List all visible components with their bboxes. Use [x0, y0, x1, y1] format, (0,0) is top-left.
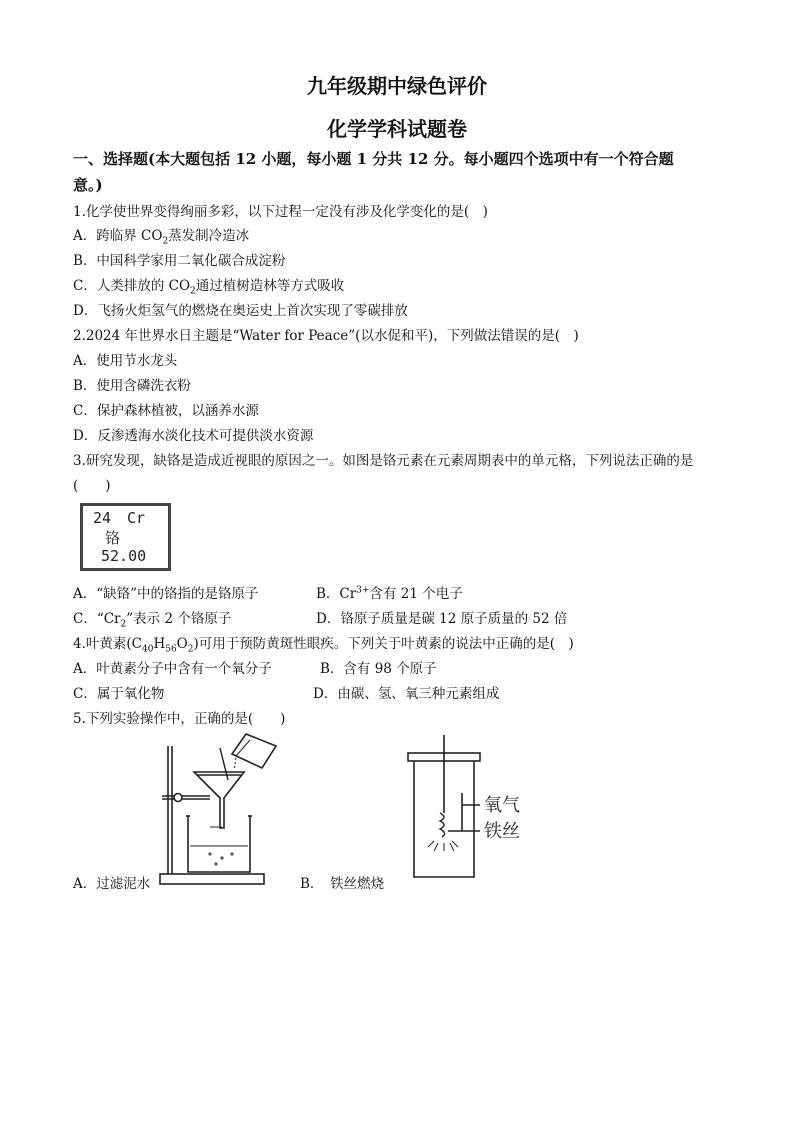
q5-option-a: A．过滤泥水	[73, 876, 151, 892]
oxygen-label: 氧气	[484, 795, 520, 816]
q1-option-d: D．飞扬火炬氢气的燃烧在奥运史上首次实现了零碳排放	[73, 303, 408, 319]
q1-option-c: C．人类排放的 $CO_2$通过植树造林等方式吸收	[73, 278, 345, 297]
atomic-mass: 52.00	[101, 547, 147, 565]
q5-stem: 5.下列实验操作中，正确的是( )	[73, 711, 286, 727]
q2-option-b: B．使用含磷洗衣粉	[73, 378, 191, 394]
section-heading-line2: 意。)	[73, 176, 103, 194]
q1-stem: 1.化学使世界变得绚丽多彩，以下过程一定没有涉及化学变化的是( )	[73, 204, 488, 220]
filtration-apparatus-diagram	[150, 728, 290, 890]
q3-stem: 3.研究发现，缺铬是造成近视眼的原因之一。如图是铬元素在元素周期表中的单元格，下列说法正确的是	[73, 453, 694, 469]
q2-option-d: D．反渗透海水淡化技术可提供淡水资源	[73, 428, 314, 444]
periodic-table-cell	[80, 503, 171, 571]
q2-option-a: A．使用节水龙头	[73, 353, 178, 369]
page-title: 九年级期中绿色评价	[307, 74, 487, 98]
q4-option-c: C．属于氧化物	[73, 686, 165, 702]
q3-paren: ( )	[73, 478, 111, 494]
q1-option-a: A．跨临界 $CO_2$蒸发制冷造冰	[73, 228, 250, 247]
atomic-number: 24	[93, 509, 112, 527]
q4-option-a: A．叶黄素分子中含有一个氧分子	[73, 661, 272, 677]
q4-option-d: D．由碳、氢、氧三种元素组成	[313, 686, 500, 702]
iron-wire-label: 铁丝	[484, 821, 520, 842]
iron-wire-combustion-diagram	[400, 733, 550, 885]
element-name: 铬	[105, 529, 121, 547]
q4-stem: 4.叶黄素$(C_{40}H_{56}O_2)$可用于预防黄斑性眼疾。下列关于叶黄素的说法中正确的是( )	[73, 636, 574, 655]
q4-option-b: B．含有 98 个原子	[320, 661, 437, 677]
q1-option-b: B．中国科学家用二氧化碳合成淀粉	[73, 253, 286, 269]
q3-option-a: A．“缺铬”中的铬指的是铬原子	[73, 586, 259, 602]
section-heading-line1: 一、选择题(本大题包括 12 小题，每小题 1 分共 12 分。每小题四个选项中有一个符合题	[73, 150, 674, 168]
q3-option-c: C．“$Cr_2$”表示 2 个铬原子	[73, 611, 232, 630]
page-subtitle: 化学学科试题卷	[327, 117, 467, 141]
q5-option-b: B． 铁丝燃烧	[300, 876, 385, 892]
q2-option-c: C．保护森林植被，以涵养水源	[73, 403, 259, 419]
q3-option-b: B．$Cr^{3+}$含有 21 个电子	[316, 585, 463, 602]
q2-stem: 2.2024 年世界水日主题是“Water for Peace”(以水促和平)，下列做法错误的是( )	[73, 328, 579, 344]
element-symbol: Cr	[127, 509, 146, 527]
q3-option-d: D．铬原子质量是碳 12 原子质量的 52 倍	[316, 611, 568, 627]
